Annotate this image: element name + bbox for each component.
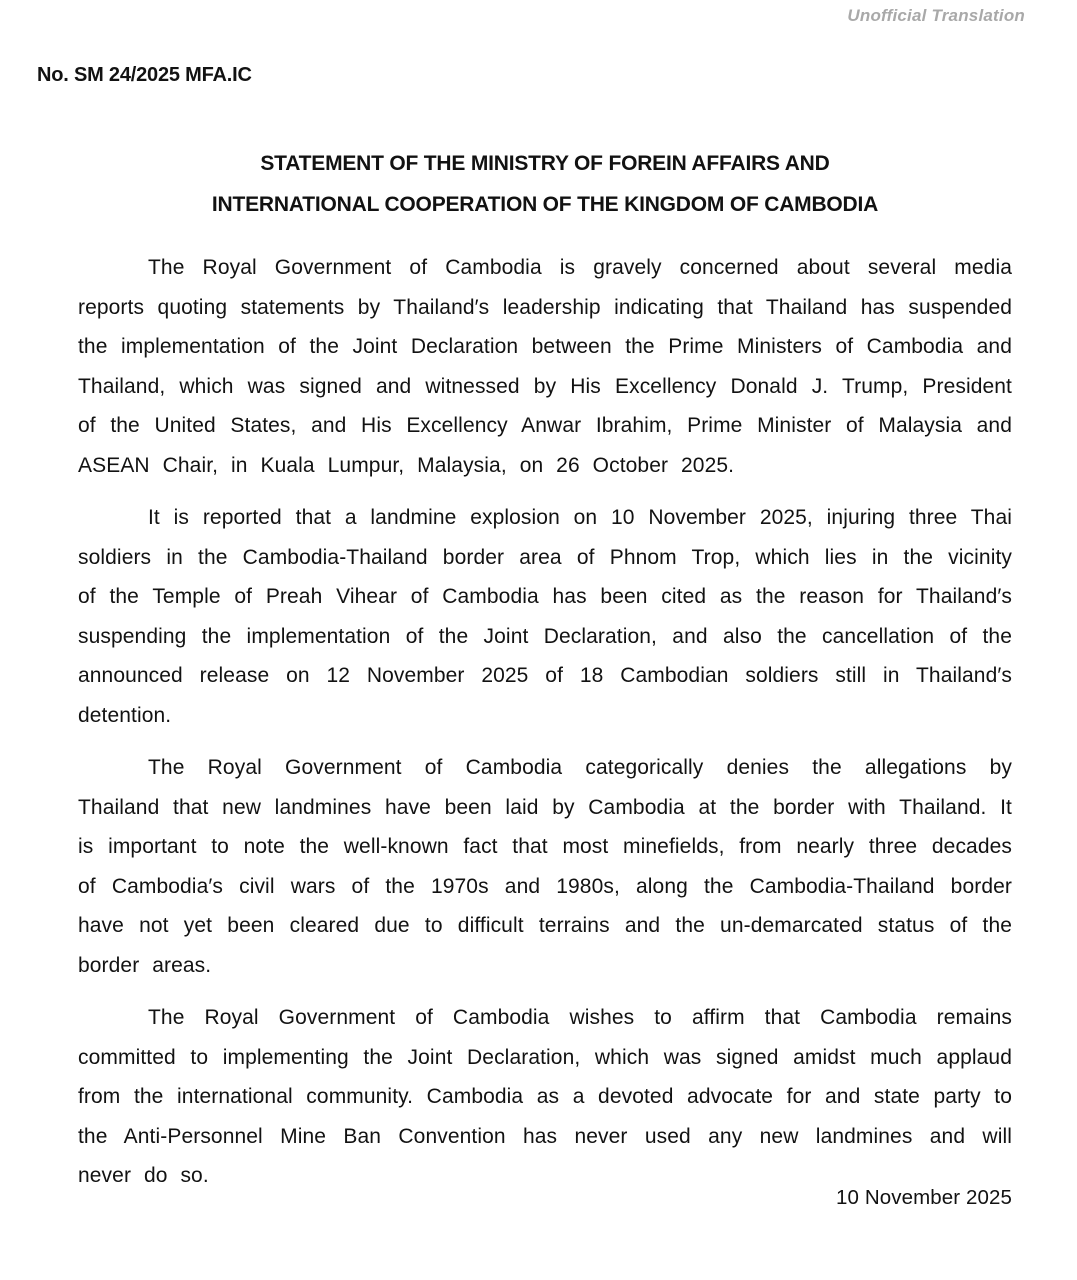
paragraph-4: The Royal Government of Cambodia wishes to affirm that Cambodia remains committed to implementing the Joint Declaration, which was signed amidst much applaud from the international community. Cambodia as a devoted advocate for and state party to the Anti-Personnel Mine Ban Convention has never used any new landmines and will never do so. bbox=[78, 1006, 1012, 1187]
document-date: 10 November 2025 bbox=[836, 1186, 1012, 1209]
unofficial-translation-watermark: Unofficial Translation bbox=[847, 6, 1025, 25]
document-body bbox=[78, 248, 1012, 1209]
paragraph-2: It is reported that a landmine explosion on 10 November 2025, injuring three Thai soldiers in the Cambodia-Thailand border area of Phnom Trop, which lies in the vicinity of the Temple of Preah Vihear of Cambodia has been cited as the reason for Thailand′s suspending the implementation of the Joint Declaration, and also the cancellation of the announced release on 12 November 2025 of 18 Cambodian soldiers still in Thailand′s detention. bbox=[78, 506, 1012, 727]
reference-number: No. SM 24/2025 MFA.IC bbox=[37, 64, 252, 86]
title-line-1: STATEMENT OF THE MINISTRY OF FOREIN AFFAIRS AND bbox=[260, 152, 830, 175]
paragraph-3: The Royal Government of Cambodia categorically denies the allegations by Thailand that new landmines have been laid by Cambodia at the border with Thailand. It is important to note the well-known fact that most minefields, from nearly three decades of Cambodia′s civil wars of the 1970s and 1980s, along the Cambodia-Thailand border have not yet been cleared due to difficult terrains and the un-demarcated status of the border areas. bbox=[78, 756, 1012, 977]
title-line-2: INTERNATIONAL COOPERATION OF THE KINGDOM OF CAMBODIA bbox=[211, 193, 879, 216]
paragraph-1: The Royal Government of Cambodia is gravely concerned about several media reports quoting statements by Thailand′s leadership indicating that Thailand has suspended the implementation of the Joint Declaration between the Prime Ministers of Cambodia and Thailand, which was signed and witnessed by His Excellency Donald J. Trump, President of the United States, and His Excellency Anwar Ibrahim, Prime Minister of Malaysia and ASEAN Chair, in Kuala Lumpur, Malaysia, on 26 October 2025. bbox=[78, 256, 1012, 477]
document-title bbox=[78, 143, 1012, 225]
